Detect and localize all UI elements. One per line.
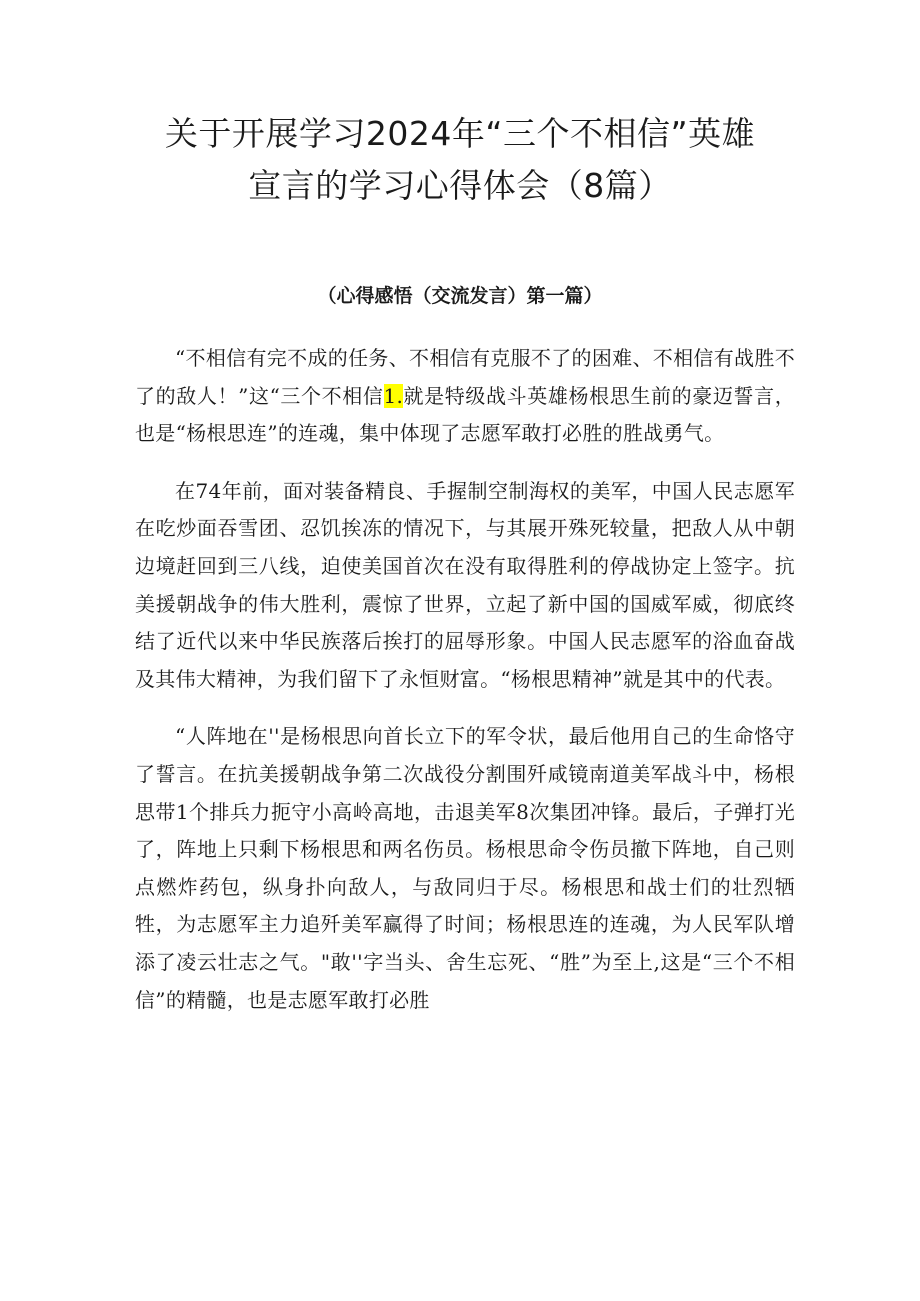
document-title [0, 108, 920, 212]
section-heading: （心得感悟（交流发言）第一篇） [317, 285, 603, 307]
document-title-line-2: 宣言的学习心得体会（8篇） [248, 166, 672, 205]
document-body [135, 340, 795, 1039]
paragraph-1-text-start: “不相信有完不成的任务、不相信有克服不了的困难、不相信有战胜不了的敌人！”这“三个不相信 [135, 346, 795, 408]
paragraph-3: “人阵地在''是杨根思向首长立下的军令状，最后他用自己的生命恪守了誓言。在抗美援朝战争第二次战役分割围歼咸镜南道美军战斗中，杨根思带1个排兵力扼守小高岭高地，击退美军8次集团冲锋。最后，子弹打光了，阵地上只剩下杨根思和两名伤员。杨根思命令伤员撤下阵地，自己则点燃炸药包，纵身扑向敌人，与敌同归于尽。杨根思和战士们的壮烈牺牲，为志愿军主力追歼美军赢得了时间；杨根思连的连魂，为人民军队增添了凌云壮志之气。"敢''字当头、舍生忘死、“胜”为至上,这是“三个不相信”的精髓，也是志愿军敢打必胜 [135, 724, 795, 1012]
document-title-line-1: 关于开展学习2024年“三个不相信”英雄 [164, 114, 756, 153]
paragraph-1 [135, 340, 795, 453]
paragraph-2: 在74年前，面对装备精良、手握制空制海权的美军，中国人民志愿军在吃炒面吞雪团、忍饥挨冻的情况下，与其展开殊死较量，把敌人从中朝边境赶回到三八线，迫使美国首次在没有取得胜利的停战协定上签字。抗美援朝战争的伟大胜利，震惊了世界，立起了新中国的国威军威，彻底终结了近代以来中华民族落后挨打的屈辱形象。中国人民志愿军的浴血奋战及其伟大精神，为我们留下了永恒财富。“杨根思精神”就是其中的代表。 [135, 478, 795, 691]
highlighted-text: 1. [383, 383, 404, 408]
paragraph-1-text-end: 就是特级战斗英雄杨根思生前的豪迈誓言，也是“杨根思连”的连魂，集中体现了志愿军敢打必胜的胜战勇气。 [135, 383, 795, 446]
